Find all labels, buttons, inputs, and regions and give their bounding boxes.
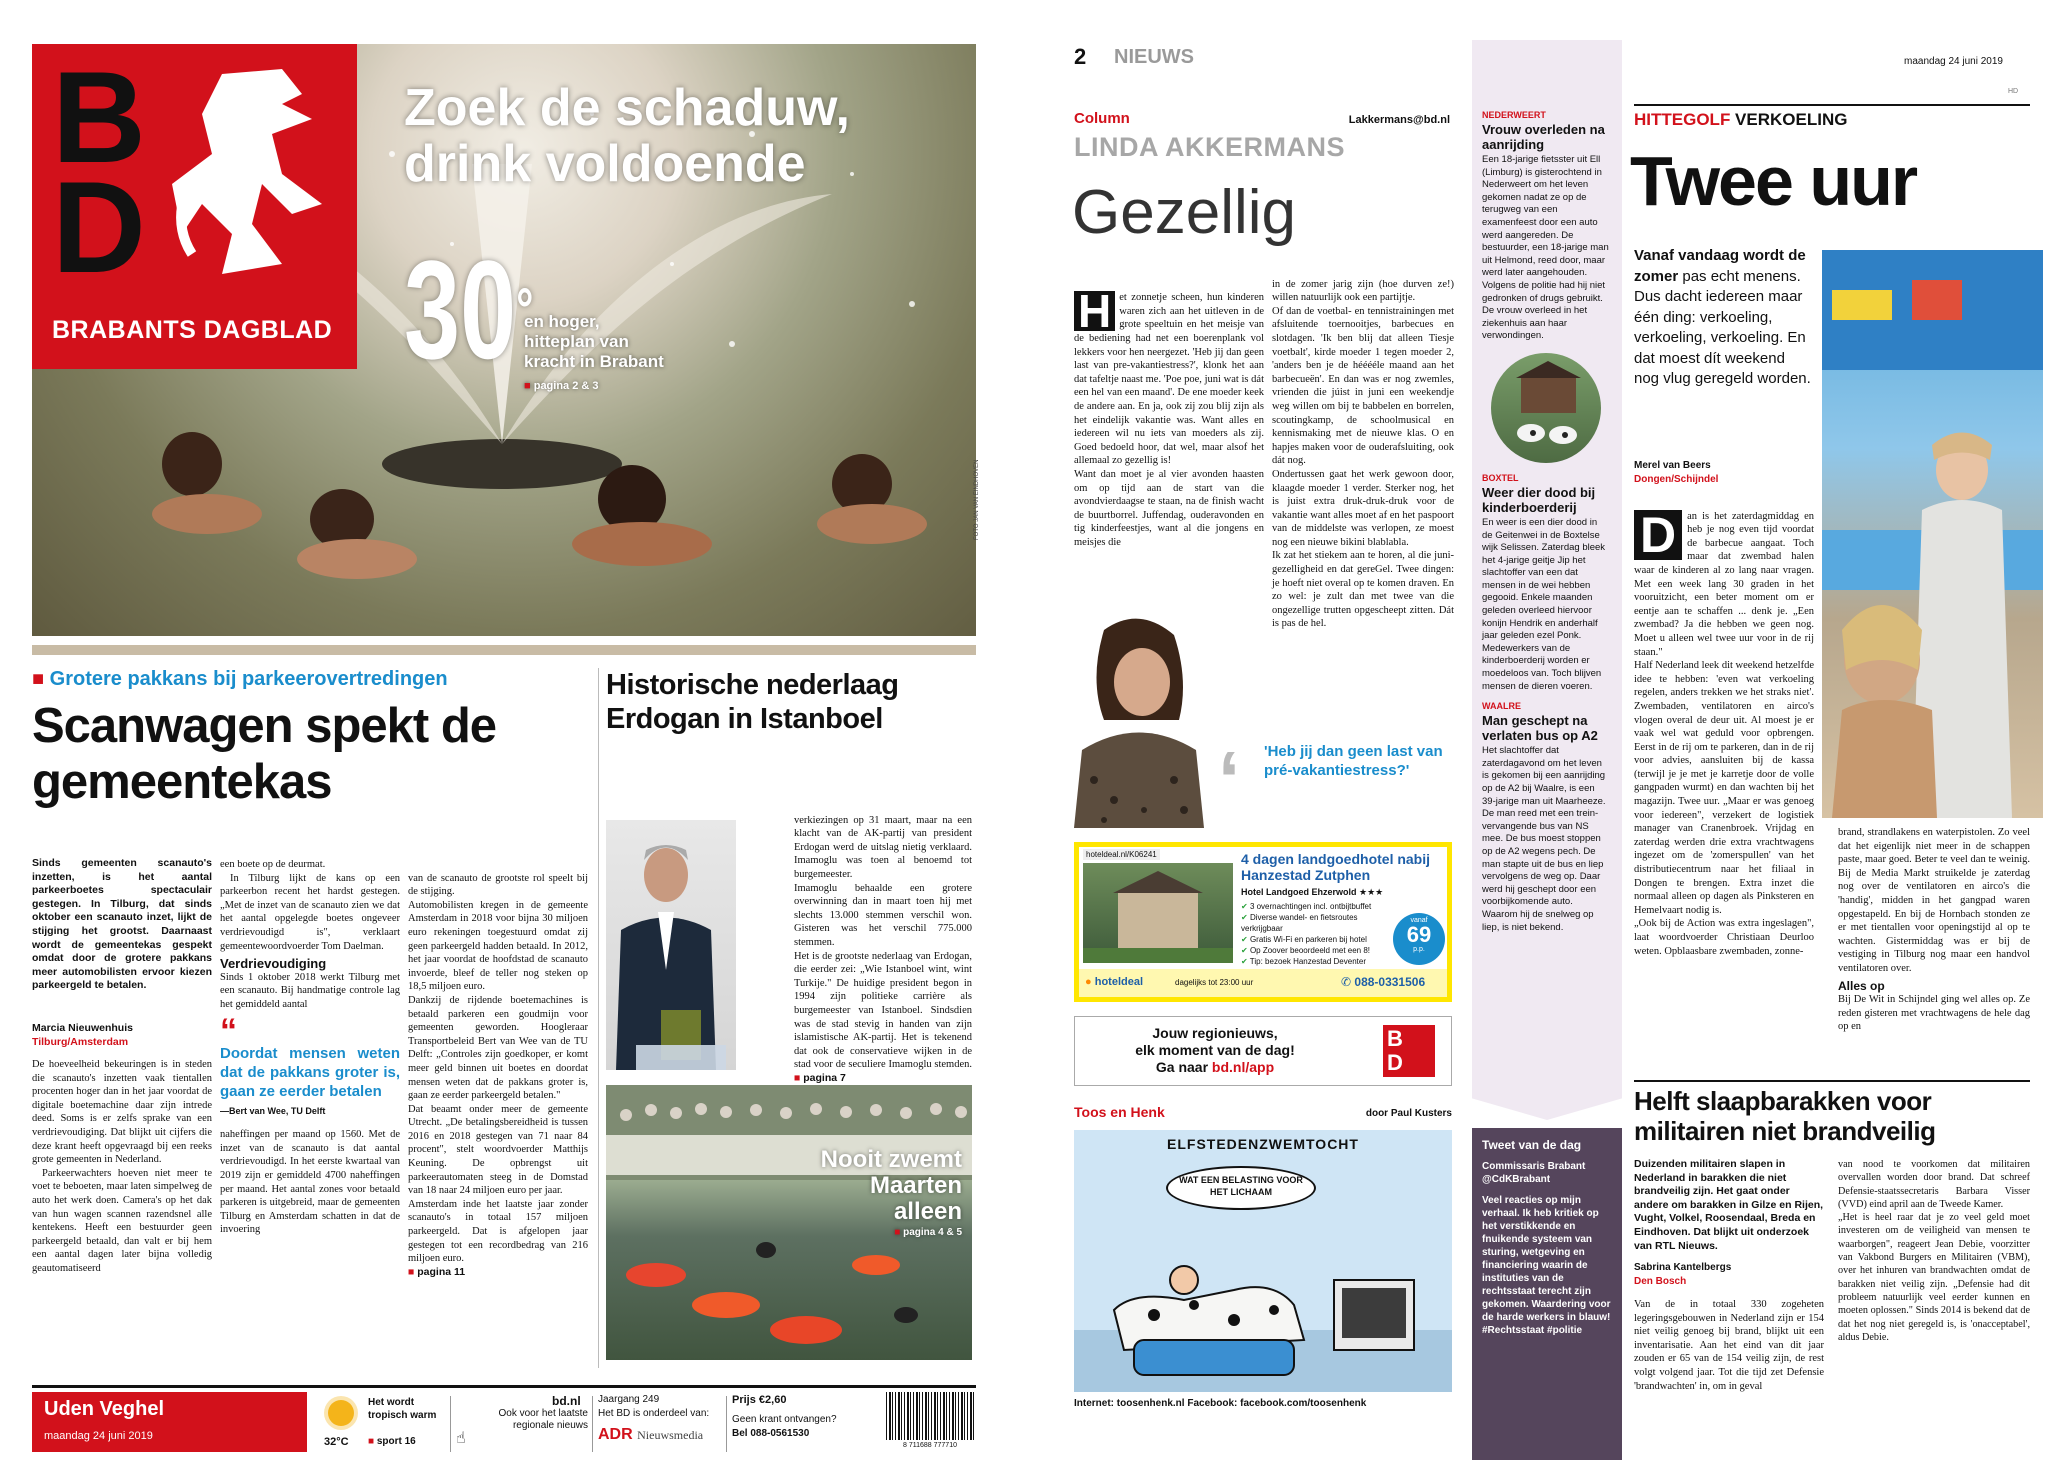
heat-dropcap: D [1634, 510, 1682, 560]
adr-logo [598, 1426, 703, 1444]
park-quote: Doordat mensen weten dat de pakkans groter is, gaan ze eerder betalen [220, 1044, 400, 1100]
temp-number [404, 231, 534, 388]
columnist-portrait [1074, 610, 1204, 828]
swim-photo [606, 1085, 972, 1360]
barracks-col2: van nood te voorkomen dat militairen overvallen worden door brand. Dat schreef Defensie-staatssecretaris Barbara Visser (VVD) eind april aan de Tweede Kamer. „Het is heel raar dat je zo veel geld moet investeren om de veiligheid van mensen te waarborgen", reageert Jean Debie, voorzitter van Vakbond Burgers en Militairen (VBM), over het inhuren van brandwachten omdat de barakken niet veilig zijn. „Defensie had dit probleem natuurlijk veel eerder kunnen en moeten oplossen." Sinds 2014 is bekend dat de dat het nog niet geregeld is, is 'onacceptabel', aldus Debie. [1838, 1159, 2030, 1343]
column-email[interactable]: Lakkermans@bd.nl [1348, 114, 1450, 126]
ad-price: 69 [1406, 922, 1432, 947]
promo-line-3 [1095, 1059, 1335, 1076]
heat-col1 [1634, 496, 1814, 958]
ad-vanaf: vanaf [1410, 917, 1428, 924]
park-place: Tilburg/Amsterdam [32, 1036, 129, 1048]
temp-text [524, 312, 664, 396]
barracks-headline: Helft slaapbarakken voor militairen niet brandveilig [1634, 1086, 1936, 1146]
photo-credit: FOTO JAN VAN EINDHOVEN [974, 459, 980, 540]
cartoon-footer-fb[interactable]: facebook.com/toosenhenk [1240, 1398, 1367, 1409]
column-col1-text: et zonnetje scheen, hun kinderen waren zich aan het uitleven in de grote speeltuin en het meisje van de bediening had net een boerenplank vol lekkers voor hen neergezet. 'Heb jij dan geen last van pre-vakantiestress?', klonk het aan dat tafeltje naast me. 'Poe poe, juni wat is dát een hel van een maand'. De ene moeder keek de andere aan. En ja, ook zij zou blij zijn als het eindelijk vakantie was. Want alles en iedereen wil nu iets van moeders als zij. Goed bedoeld hoor, dat wel, maar alsof het allemaal zo gezellig is! Want dan moet je al vier avonden haasten om op tijd aan de start van die avondvierdaagse te staan, na de finish wacht de buurtborrel. Juffendag, ouderavonden en tig kinderfeestjes, want al die jongens en meisjes die [1074, 292, 1264, 548]
footer-year: Jaargang 249 [598, 1394, 660, 1405]
page-date: maandag 24 juni 2019 [1904, 56, 2003, 67]
tweet-label: Tweet van de dag [1482, 1138, 1582, 1152]
ad-bottom-bar [1079, 969, 1447, 997]
park-subhead: Verdrievoudiging [220, 956, 327, 972]
front-footer [32, 1385, 976, 1455]
ad-item-text: Diverse wandel- en fietsroutes verkrijgbaar [1241, 913, 1358, 933]
temp-ref-label: pagina 2 & 3 [533, 380, 599, 392]
brief-title: Man geschept na verlaten bus op A2 [1482, 713, 1598, 744]
ad-item-text: Op Zoover beoordeeld met een 8! [1249, 946, 1371, 955]
column-title: Gezellig [1072, 178, 1296, 247]
brief-text: Het slachtoffer dat zaterdagavond om het leven is gekomen bij een aanrijding op de A2 bij Waalre, is een 39-jarige man uit Maarheeze. De man reed met een trein-vervangende bus van NS mee. De bus moest stoppen op de A2 wegens pech. De man stapte uit de bus en liep vervolgens de weg op. Daar werd hij geschept door een voorbijkomende auto. Waarom hij de snelweg op liep, is niet bekend. [1482, 745, 1606, 933]
erdogan-headline: Historische nederlaag Erdogan in Istanboel [606, 669, 899, 735]
promo-line-2: elk moment van de dag! [1135, 1042, 1295, 1058]
erdogan-ref[interactable]: ■ pagina 7 [794, 1071, 846, 1084]
barracks-author: Sabrina Kantelbergs [1634, 1262, 1732, 1273]
swim-line-1: Nooit zwemt [820, 1146, 962, 1173]
tweet-author: Commissaris Brabant @CdKBrabant [1482, 1161, 1586, 1185]
heat-col2-p2: Bij De Wit in Schijndel ging wel alles op. Ze reden gisteren met vrachtwagens de hele dag op en [1838, 994, 2030, 1033]
front-headline: Zoek de schaduw, drink voldoende [404, 79, 850, 193]
heat-kicker-red: HITTEGOLF [1634, 110, 1731, 129]
heat-col1-text: an is het zaterdagmiddag en heb je nog even tijd voordat de barbecue aangaat. Toch maar dat zwembad halen waar de kinderen al zo lang naar vragen. Met een week lang 30 graden in het vooruitzicht, een beter moment om er eentje aan te schaffen ... denk je. „Een zwembad? Ja die hebben we geen nog. Moet u alleen wel twee uur voor in de rij staan." Half Nederland leek dit weekend hetzelfde idee te hebben: 'even wat verkoeling regelen, anders trekken we het straks niet'. Zwembaden, ventilatoren en airco's vlogen overal de deur uit. Al moest je er vaak wel wat geduld voor opbrengen. Eerst in de rij om te parkeren, dan in de rij voor advies, aansluiten bij de kassa (terwijl je je met je karretje door de volle gangpaden wurmt) en dan wachten bij het magazijn. Twee uur. „Maar er was genoeg voor iedereen", verzekert de logistiek manager van Cranenbroek. Vrijdag en zaterdag werden drie extra vrachtwagens ingezet om de 'zomerspullen' van het distributiecentrum naar het filiaal in Dongen te brengen. Extra inzet die normaal alleen op dagen als Pinksteren en Hemelvaart nodig is. „Ook bij de Action was extra ingeslagen", laat woordvoerder Christiaan Deurloo weten. Opblaasbare zwembaden, zonne- [1634, 510, 1814, 957]
barcode-number: 8 711688 777710 [903, 1442, 957, 1449]
cartoon-footer [1074, 1398, 1366, 1409]
brief-place: NEDERWEERT [1482, 110, 1546, 120]
erdogan-col2-text: verkiezingen op 31 maart, maar na een klacht van de AK-partij van president Erdogan werd de uitslag nietig verklaard. Imamoglu was toen al benoemd tot burgemeester. Imamoglu behaalde een grotere overwinning dan in maart toen hij met slechts 13.000 stemmen verschil won. Gisteren was het verschil 775.000 stemmen. Het is de grootste nederlaag van Erdogan, die eerder zei: „Wie Istanboel wint, wint Turkije." De huidige president begon in 1994 zijn politieke carrière als burgemeester van Istanboel. Sindsdien was de stad stevig in handen van zijn islamistische AK-partij. Het is tekenend dat ook de conservatieve wijken in de stad voor de seculiere Imamoglu stemden. [794, 814, 972, 1071]
briefs-sidebar [1472, 40, 1622, 1455]
temp-line-3: kracht in Brabant [524, 352, 664, 371]
swim-line-2: Maarten [869, 1172, 962, 1199]
cartoon [1074, 1130, 1452, 1392]
ad-pp: p.p. [1413, 946, 1425, 953]
park-col1-p1: De hoeveelheid bekeuringen is in steden die scanauto's inzetten vaak tientallen procenten hoger dan in het jaar voordat de digitale boetemachine daar zijn intrede deed. Soms is er zelfs sprake van een verdrievoudiging. Dat blijkt uit cijfers die deze krant heeft opgevraagd bij een reeks grote gemeenten in Nederland. [32, 1059, 212, 1166]
brief-title: Weer dier dood bij kinderboerderij [1482, 484, 1596, 515]
edition-date: maandag 24 juni 2019 [44, 1430, 153, 1442]
cartoon-footer-url[interactable]: toosenhenk.nl [1116, 1398, 1185, 1409]
brief-text: En weer is een dier dood in de Geitenwei in de Boxtelse wijk Selissen. Zaterdag bleek het 4-jarige geitje Jip het slachtoffer van een dat mensen in de wei hebben gegooid. Enkele maanden geleden overleed hiervoor konijn Hendrik en anderhalf jaar geleden ezel Ponk. Medewerkers van de kinderboerderij worden er moedeloos van. Toch blijven mensen de dieren voeren. [1482, 516, 1606, 692]
hand-icon: ☝ [456, 1430, 466, 1447]
ad-item: ✔ 3 overnachtingen incl. ontbijtbuffet [1241, 902, 1372, 911]
barcode [886, 1392, 974, 1440]
cartoon-footer-mid: Facebook: [1184, 1398, 1241, 1409]
page-number: 2 [1074, 44, 1087, 69]
edition-box [32, 1392, 307, 1452]
promo-logo-d: D [1387, 1050, 1403, 1075]
park-ref-label: pagina 11 [417, 1265, 466, 1278]
heat-kicker [1634, 110, 1847, 130]
ad-item: ✔ Op Zoover beoordeeld met een 8! [1241, 946, 1371, 955]
park-col3 [408, 858, 588, 1293]
promo-logo-b: B [1387, 1026, 1403, 1051]
ad-items [1241, 901, 1391, 967]
edition-name: Uden Veghel [44, 1398, 165, 1420]
heat-kicker-black: VERKOELING [1730, 110, 1848, 129]
barracks-intro: Duizenden militairen slapen in Nederland in barakken die niet brandveilig zijn. Het gaat onder andere om barakken in Gilze en Rijen, Vught, Volkel, Roosendaal, Breda en Eindhoven. Dat blijkt uit onderzoek van RTL Nieuws. [1634, 1158, 1824, 1252]
park-col2-p3: Sinds 1 oktober 2018 werkt Tilburg met een scanauto. Bij handmatige controle lag het gemiddeld aantal [220, 971, 400, 1010]
park-kicker-text: Grotere pakkans bij parkeerovertredingen [49, 668, 448, 690]
temp-line-2: hitteplan van [524, 332, 629, 351]
logo-letter-d: D [52, 154, 146, 300]
park-col2-p2: In Tilburg lijkt de kans op een parkeerbon recent het hardst gestegen. „Met de inzet van de scanauto zien we dat het aantal opgelegde boetes ongeveer verdrievoudigd is", verklaart gemeentewoordvoerder Tom Daelman. [220, 872, 400, 952]
ad-url: hoteldeal.nl/K06241 [1083, 849, 1160, 860]
quote-icon: “ [220, 1011, 237, 1050]
temp-degree: ° [516, 276, 534, 343]
adr-logo-text: ADR [598, 1426, 633, 1443]
barracks-topline [1634, 1080, 2030, 1082]
park-col2-p1: een boete op de deurmat. [220, 859, 326, 870]
park-headline: Scanwagen spekt de gemeentekas [32, 699, 497, 809]
ad-hotel: Hotel Landgoed Ehzerwold ★★★ [1241, 887, 1384, 897]
footer-price: Prijs €2,60 [732, 1394, 787, 1406]
swim-ref[interactable]: ■ pagina 4 & 5 [894, 1227, 962, 1238]
masthead-logo[interactable] [32, 44, 357, 369]
ad-item: ✔ Gratis Wi-Fi en parkeren bij hotel [1241, 935, 1367, 944]
heat-place: Dongen/Schijndel [1634, 474, 1719, 485]
ad-item: ✔ Diverse wandel- en fietsroutes verkrijgbaar [1241, 913, 1358, 933]
footer-adr: Het BD is onderdeel van: [598, 1408, 710, 1419]
column-label: Column [1074, 110, 1130, 127]
weather-text: Het wordt tropisch warm [368, 1397, 437, 1421]
heat-col2 [1838, 826, 2030, 1034]
column-pullquote: 'Heb jij dan geen last van pré-vakantiestress?' [1264, 743, 1443, 779]
promo-line-1: Jouw regionieuws, [1152, 1025, 1278, 1041]
logo-letter-b: B [52, 44, 146, 190]
promo-line-3-text: Ga naar [1155, 1059, 1212, 1075]
footer-sep-1 [450, 1396, 451, 1452]
ad-item: ✔ Tip: bezoek Hanzestad Deventer [1241, 957, 1366, 966]
lion-icon [162, 64, 342, 284]
pullquote-icon: ‘ [1218, 735, 1241, 824]
divider-bar [32, 645, 976, 655]
park-col3-text: van de scanauto de grootste rol speelt bij de stijging. Automobilisten kregen in de gemeente Amsterdam in 2018 voor bijna 30 miljoen euro rekeningen toegestuurd omdat zij geen parkeergeld hadden betaald. In 2012, het jaar voordat de hoofdstad de scanauto invoerde, bleef de teller nog steken op 18,5 miljoen euro. Dankzij de rijdende boetemachines is betaald parkeren een goudmijn voor gemeenten geworden. Hoogleraar Transportbeleid Bert van Wee van de TU Delft: „Controles zijn goedkoper, er komt meer geld binnen uit boetes en doordat mensen weten dat de pakkans groter is, gaan ze eerder parkeergeld betalen." Dat beaamt onder meer de gemeente Utrecht. „De betalingsbereidheid is tussen 2016 en 2018 gestegen van 71 naar 84 procent", stelt woordvoerder Matthijs Keuning. De opbrengst uit parkeerautomaten steeg in de Domstad van 18 naar 24 miljoen euro per jaar. Amsterdam inde het laatste jaar zonder scanauto's in totaal 157 miljoen parkeergeld. Dat is afgelopen jaar gestegen tot een recordbedrag van 216 miljoen euro. [408, 872, 588, 1265]
cartoon-label: Toos en Henk [1074, 1104, 1165, 1120]
cartoon-bubble: WAT EEN BELASTING VOOR HET LICHAAM [1179, 1175, 1303, 1197]
tweet-text: Veel reacties op mijn verhaal. Ik heb kritiek op het verstikkende en fnuikende systeem van sturing, wetgeving en financiering waarin de instituties van de rechtsstaat terecht zijn gekomen. Waardering voor de harde werkers in blauw! #Rechtsstaat #politie [1482, 1195, 1611, 1336]
park-kicker: ■ Grotere pakkans bij parkeerovertredingen [32, 668, 448, 690]
heat-headline: Twee uur [1630, 142, 1917, 220]
brief-place: WAALRE [1482, 701, 1521, 712]
brief-title: Vrouw overleden na aanrijding [1482, 122, 1605, 152]
swim-line-3: alleen [893, 1198, 962, 1225]
weather-ref-label: sport 16 [376, 1436, 416, 1447]
column-col2-text: in de zomer jarig zijn (hoe durven ze!) willen natuurlijk ook een partijtje. Of dan de voetbal- en tennistrainingen met afsluitende toernooitjes, barbecues en slotdagen. 'Ik ben blij dat alleen Tiesje voetbalt', kirde moeder 1 tegen moeder 2, 'anders ben je de hééééle maand aan het barbecueën'. En dan was er nog zwemles, vrienden die júist in juni een weekendje weg willen om bij te babbelen en borrelen, scoutingkamp, de schoolmusical en kennismaking met de nieuwe klas. O en hapjes maken voor de ouderafsluiting, ook dát nog. Ondertussen gaat het werk gewoon door, klaagde moeder 1 verder. Sterker nog, het is juist extra druk-druk-druk voor de vakantie want alles moet af en het paspoort van de middelste was verlopen, ze moest nog een nieuwe bikini blablabla. Ik zat het stiekem aan te horen, al die juni-gezelligheid en dat gereGel. Twee dingen: je hoeft niet overal op te komen draven. En zo wel: je zult dan met twee van die ongezellige trutten opgescheept zitten. Dát is pas de hel. [1272, 278, 1454, 630]
ad-hours: dagelijks tot 23:00 uur [1175, 978, 1254, 987]
ad-phone-text: 088-0331506 [1354, 975, 1426, 989]
column-dropcap: H [1074, 291, 1115, 331]
erdogan-ref-label: pagina 7 [803, 1071, 846, 1084]
temp-value: 30 [404, 231, 517, 388]
ad-photo [1083, 863, 1233, 963]
cartoon-footer-pre: Internet: [1074, 1398, 1117, 1409]
column-col1 [1074, 264, 1264, 549]
weather-ref[interactable]: ■ sport 16 [368, 1436, 416, 1447]
column-divider [598, 668, 599, 1368]
barracks-col1: Van de in totaal 330 zogeheten legeringsgebouwen in Nederland zijn er 154 niet veilig genoeg bij brand, blijkt uit een inventarisatie. Aan het eind van dit jaar zouden er 65 van de 154 veilig zijn, de rest volgt volgend jaar. Tot die tijd zet Defensie 'brandwachten' in, om in geval [1634, 1299, 1824, 1392]
swim-headline [821, 1147, 962, 1241]
heat-col2-p1: brand, strandlakens en waterpistolen. Zo veel dat het eigenlijk niet meer in de schappen paste, maar goed. Beter te veel dan te weinig. Bij de Media Markt struikelde je zaterdag nog over de ventilatoren en airco's die 'handig', midden in het gangpad waren opgestapeld. En bij de Hornbach stonden ze er met tientallen voor openingstijd al op te wachten. Gistermiddag was er bij de vestiging in Tilburg nog maar een handvol ventilatoren over. [1838, 827, 2030, 974]
briefs-content [1482, 110, 1610, 934]
front-page [28, 40, 978, 1460]
heat-intro-bold: Vanaf vandaag wordt de zomer [1634, 247, 1806, 285]
park-ref[interactable]: ■ pagina 11 [408, 1265, 466, 1278]
footer-sep-3 [726, 1396, 727, 1452]
barracks-place: Den Bosch [1634, 1276, 1687, 1287]
park-col2 [220, 858, 400, 1237]
swim-ref-label: pagina 4 & 5 [903, 1227, 962, 1238]
app-promo[interactable] [1074, 1016, 1452, 1086]
footer-web[interactable]: bd.nl [552, 1394, 581, 1408]
park-col2-p4: naheffingen per maand op 1560. Met de inzet van de scanauto is dat aantal verdrievoudigd. In het eerste kwartaal van 2019 zijn er gemiddeld 4700 naheffingen per maand. Het aantal zones voor betaald parkeren is uitgebreid, maar de gemeenten Tilburg en Amsterdam schatten in dat de invoering [220, 1129, 400, 1236]
ad-item-text: Gratis Wi-Fi en parkeren bij hotel [1249, 935, 1367, 944]
ad-item-text: 3 overnachtingen incl. ontbijtbuffet [1249, 902, 1372, 911]
footer-delivery-phone: Bel 088-0561530 [732, 1428, 810, 1439]
heat-subhead: Alles op [1838, 978, 1885, 993]
brief-photo [1491, 353, 1601, 463]
promo-text [1095, 1025, 1335, 1076]
weather-temp: 32°C [324, 1436, 349, 1448]
column-col2 [1272, 264, 1454, 631]
heat-author: Merel van Beers [1634, 460, 1711, 471]
promo-logo [1383, 1025, 1435, 1077]
ad-item-text: Tip: bezoek Hanzestad Deventer [1249, 957, 1366, 966]
footer-delivery-q: Geen krant ontvangen? [732, 1414, 837, 1425]
section-name: NIEUWS [1114, 46, 1194, 68]
ad-brand: ● hoteldeal [1085, 976, 1144, 988]
tweet-box [1472, 1128, 1622, 1460]
heat-photo [1822, 250, 2043, 818]
park-col1 [32, 1058, 212, 1276]
column-author: LINDA AKKERMANS [1074, 132, 1345, 162]
erdogan-col2 [794, 800, 972, 1085]
ad-price-badge [1393, 913, 1445, 965]
park-intro: Sinds gemeenten scanauto's inzetten, is het aantal parkeerboetes spectaculair gestegen. In Tilburg, dat sinds oktober een scanauto inzet, lijkt de stijging het grootst. Daarnaast wordt de gemeentekas gespekt omdat door de grotere pakkans meer automobilisten ervoor kiezen parkeergeld te betalen. [32, 857, 212, 992]
temp-line-1: en hoger, [524, 312, 600, 331]
heat-intro [1634, 246, 1814, 390]
park-author: Marcia Nieuwenhuis [32, 1022, 133, 1034]
park-col1-p2: Parkeerwachters hoeven niet meer te voet te beboeten, maar laten simpelweg de auto het werk doen. Camera's op het dak van hun wagen scannen razendsnel alle kentekens. Heeft een bestuurder geen parkeergeld betaald, dan valt er bij hem een aantal dagen later bijna volledig geautomatiseerd [32, 1167, 212, 1274]
hotel-ad[interactable] [1074, 842, 1452, 1002]
inside-page [1068, 40, 2043, 1460]
sun-icon [328, 1400, 354, 1426]
adr-logo-name: Nieuwsmedia [637, 1428, 704, 1442]
temp-ref[interactable]: ■ pagina 2 & 3 [524, 380, 599, 392]
brief-place: BOXTEL [1482, 472, 1519, 483]
ad-brand-text: hoteldeal [1094, 976, 1144, 988]
page-hd: HD [2008, 88, 2019, 95]
footer-sep-2 [592, 1396, 593, 1452]
park-quote-by: —Bert van Wee, TU Delft [220, 1105, 326, 1116]
footer-web-sub: Ook voor het laatste regionale nieuws [498, 1408, 588, 1431]
ad-phone: ✆ 088-0331506 [1341, 975, 1426, 989]
promo-link[interactable]: bd.nl/app [1211, 1059, 1275, 1075]
heat-intro-rest: pas echt menens. Dus dacht iedereen maar één ding: verkoeling, verkoeling, verkoeling. En dat moest dít weekend nog vlug geregeld worden. [1634, 267, 1811, 387]
logo-name: BRABANTS DAGBLAD [52, 316, 333, 344]
ad-title: 4 dagen landgoedhotel nabij Hanzestad Zutphen [1241, 851, 1431, 883]
heat-topline [1634, 104, 2030, 106]
cartoon-by: door Paul Kusters [1365, 1108, 1452, 1119]
brief-text: Een 18-jarige fietsster uit Ell (Limburg) is gisterochtend in Nederweert om het leven gekomen nadat ze op de terugweg van een examenfeest door een auto werd aangereden. De bestuurder, een 18-jarige man uit Helmond, reed door, maar werd later aangehouden. Volgens de politie had hij niet gedronken of drugs gebruikt. De vrouw overleed in het ziekenhuis aan haar verwondingen. [1482, 154, 1609, 342]
cartoon-title: ELFSTEDENZWEMTOCHT [1167, 1136, 1359, 1152]
